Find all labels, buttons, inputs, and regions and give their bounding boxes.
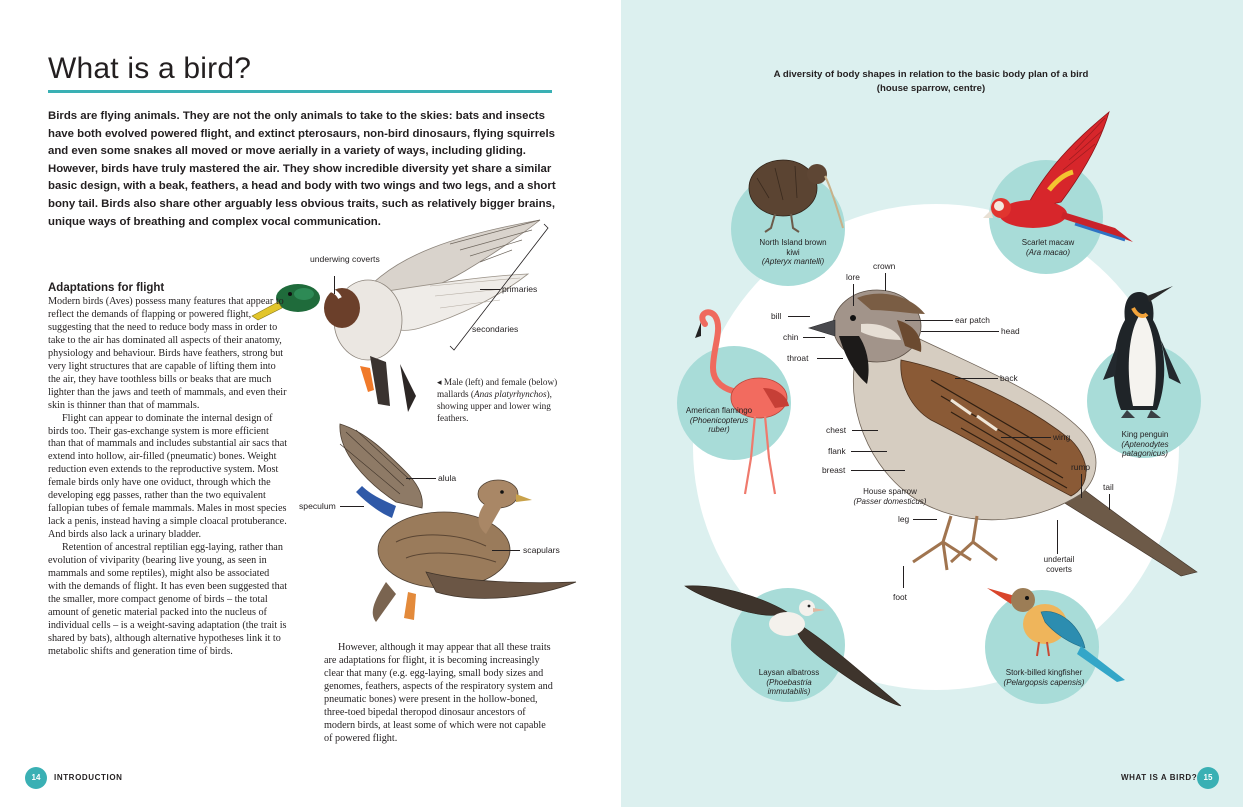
label-rump: rump xyxy=(1071,462,1091,472)
body-paragraph-3: Retention of ancestral reptilian egg-laying, rather than evolution of viviparity (bearing live young, as seen in mammals and some reptiles), might also be associated with the demands of flight. It has even been suggested that the smaller, more compact genome of birds – the total amount of genetic material packed into the nucleus of individual cells – is a weight-saving adaptation (the trait is shared by bats), although alternative hypotheses link it to metabolic shifts and generation time of birds. xyxy=(48,542,288,657)
albatross-name: Laysan albatross xyxy=(758,668,820,677)
body-column-second xyxy=(324,642,556,746)
leader-chin xyxy=(803,337,825,338)
diagram-title: A diversity of body shapes in relation to the basic body plan of a bird (house sparrow, centre) xyxy=(773,69,1089,94)
label-primaries: primaries xyxy=(502,284,538,294)
macaw-scientific: (Ara macao) xyxy=(1025,247,1071,257)
leader-underwing-coverts xyxy=(334,276,335,294)
label-head: head xyxy=(1001,326,1020,336)
section-heading: Adaptations for flight xyxy=(48,282,165,294)
leader-chest xyxy=(852,430,878,431)
sparrow-name: House sparrow xyxy=(863,487,917,496)
label-speculum: speculum xyxy=(299,501,336,511)
page-title: What is a bird? xyxy=(48,52,252,85)
kiwi-caption xyxy=(753,238,833,267)
body-column-main xyxy=(48,296,288,659)
label-breast: breast xyxy=(822,465,846,475)
sparrow-scientific: (Passer domesticus) xyxy=(853,496,927,506)
running-head-right: WHAT IS A BIRD? xyxy=(1121,773,1198,782)
label-throat: throat xyxy=(787,353,809,363)
label-bill: bill xyxy=(771,311,782,321)
mallard-caption xyxy=(437,376,563,424)
right-page xyxy=(621,0,1243,807)
flamingo-scientific-text: Phoenicopterus ruber xyxy=(692,415,749,435)
label-chest: chest xyxy=(826,425,847,435)
kingfisher-scientific-text: Pelargopsis capensis xyxy=(1006,677,1082,687)
leader-crown xyxy=(885,273,886,291)
body-paragraph-1: Modern birds (Aves) possess many features that appear to reflect the demands of flapping or powered flight, suggesting that the need to reduce body mass in order to take to the air has dominated all aspects of their anatomy, physiology and behaviour. Birds have feathers, strong but very light structures that are capable of lifting them into the air, they have toothless bills or beaks that are much lighter than the jaws and teeth of mammals, and even their skin is thinner than that of mammals. xyxy=(48,296,287,411)
macaw-name: Scarlet macaw xyxy=(1021,238,1075,247)
macaw-caption xyxy=(1013,238,1083,257)
leader-ear-patch xyxy=(905,320,953,321)
leader-head xyxy=(921,331,999,332)
leader-tail xyxy=(1109,494,1110,510)
penguin-name: King penguin xyxy=(1121,430,1169,439)
caption-marker: ◂ xyxy=(437,377,442,387)
female-mallard-illustration xyxy=(326,422,586,632)
leader-undertail-coverts xyxy=(1057,520,1058,554)
leader-breast xyxy=(851,470,905,471)
label-back: back xyxy=(1000,373,1018,383)
label-ear-patch: ear patch xyxy=(955,315,990,325)
leader-rump xyxy=(1081,474,1082,498)
kiwi-illustration xyxy=(739,148,849,238)
running-head-left: INTRODUCTION xyxy=(54,773,123,782)
leader-scapulars xyxy=(492,550,520,551)
kiwi-scientific: (Apteryx mantelli) xyxy=(761,257,825,267)
bracket-wing-feathers xyxy=(440,224,550,354)
leader-bill xyxy=(788,316,810,317)
label-undertail-coverts: undertail coverts xyxy=(1043,555,1075,574)
body-paragraph-4: However, although it may appear that all these traits are adaptations for flight, it is becoming increasingly clear that many (e.g. egg-laying, small body sizes and genomes, feathers, aspects of the respiratory system and pneumatic bones) were present in the hollow-boned, three-toed bipedal theropod dinosaur ancestors of modern birds, at least some of which were not capable of powered flight. xyxy=(324,642,553,744)
kingfisher-caption xyxy=(999,668,1089,687)
leader-flank xyxy=(851,451,887,452)
intro-paragraph: Birds are flying animals. They are not the only animals to take to the skies: bats and insects have both evolved powered flight, and extinct pterosaurs, non-bird dinosaurs, flying squirrels and even some snakes all moved or move aerially in a variety of ways, including gliding. However, birds have truly mastered the air. They show incredible diversity yet share a similar basic design, with a beak, feathers, a head and body with two wings and two legs, and a short bony tail. Birds also share other arguably less obvious traits, such as relatively bigger brains, unique ways of breathing and complex vocal communication. xyxy=(48,110,556,228)
label-foot: foot xyxy=(893,592,907,602)
sparrow-caption xyxy=(835,487,945,506)
leader-lore xyxy=(853,284,854,306)
label-secondaries: secondaries xyxy=(472,324,519,334)
label-wing: wing xyxy=(1053,432,1071,442)
leader-leg xyxy=(913,519,937,520)
caption-text-after: ), showing upper and lower wing feathers. xyxy=(437,389,552,423)
penguin-scientific-text: Aptenodytes patagonicus xyxy=(1122,439,1169,459)
leader-alula xyxy=(406,478,436,479)
leader-speculum xyxy=(340,506,364,507)
label-tail: tail xyxy=(1103,482,1114,492)
label-crown: crown xyxy=(873,261,896,271)
label-alula: alula xyxy=(438,473,457,483)
caption-scientific-name: Anas platyrhynchos xyxy=(474,389,547,399)
left-page xyxy=(0,0,621,807)
page-number-right: 15 xyxy=(1197,767,1219,789)
body-paragraph-2: Flight can appear to dominate the internal design of birds too. Their gas-exchange system is more efficient than that of mammals and includes substantial air sacs that extend into hollow, air-filled (pneumatic) bones. Weight reduction even extends to the reproductive system. Most female birds only have one oviduct, through which the developing egg passes, rather than the two equivalent fallopian tubes of female mammals. Males in most species lack a penis, instead having a simple cloacal protuberance. And birds also lack a urinary bladder. xyxy=(48,412,288,541)
leader-wing xyxy=(1001,437,1051,438)
page-number-left: 14 xyxy=(25,767,47,789)
flamingo-scientific: (Phoenicopterus ruber) xyxy=(689,415,749,435)
label-leg: leg xyxy=(898,514,910,524)
label-scapulars: scapulars xyxy=(523,545,560,555)
albatross-caption xyxy=(749,668,829,697)
kingfisher-name: Stork-billed kingfisher xyxy=(1005,668,1083,677)
title-rule xyxy=(48,90,552,93)
label-lore: lore xyxy=(846,272,860,282)
kiwi-scientific-text: Apteryx mantelli xyxy=(764,257,822,267)
label-flank: flank xyxy=(828,446,846,456)
sparrow-scientific-text: Passer domesticus xyxy=(856,496,924,506)
label-underwing-coverts: underwing coverts xyxy=(310,254,380,264)
albatross-scientific-text: Phoebastria immutabilis xyxy=(767,677,812,697)
leader-back xyxy=(955,378,998,379)
albatross-scientific: (Phoebastria immutabilis) xyxy=(766,677,812,697)
leader-foot xyxy=(903,566,904,588)
flamingo-name: American flamingo xyxy=(685,406,753,415)
kingfisher-scientific: (Pelargopsis capensis) xyxy=(1003,677,1085,687)
flamingo-caption xyxy=(679,406,759,435)
leader-throat xyxy=(817,358,843,359)
kiwi-name: North Island brown kiwi xyxy=(759,238,827,257)
macaw-scientific-text: Ara macao xyxy=(1028,247,1068,257)
label-chin: chin xyxy=(783,332,799,342)
macaw-illustration xyxy=(965,110,1135,250)
penguin-scientific: (Aptenodytes patagonicus) xyxy=(1121,439,1169,459)
caption-text-before: Male (left) and female (below) mallards ( xyxy=(437,377,558,399)
